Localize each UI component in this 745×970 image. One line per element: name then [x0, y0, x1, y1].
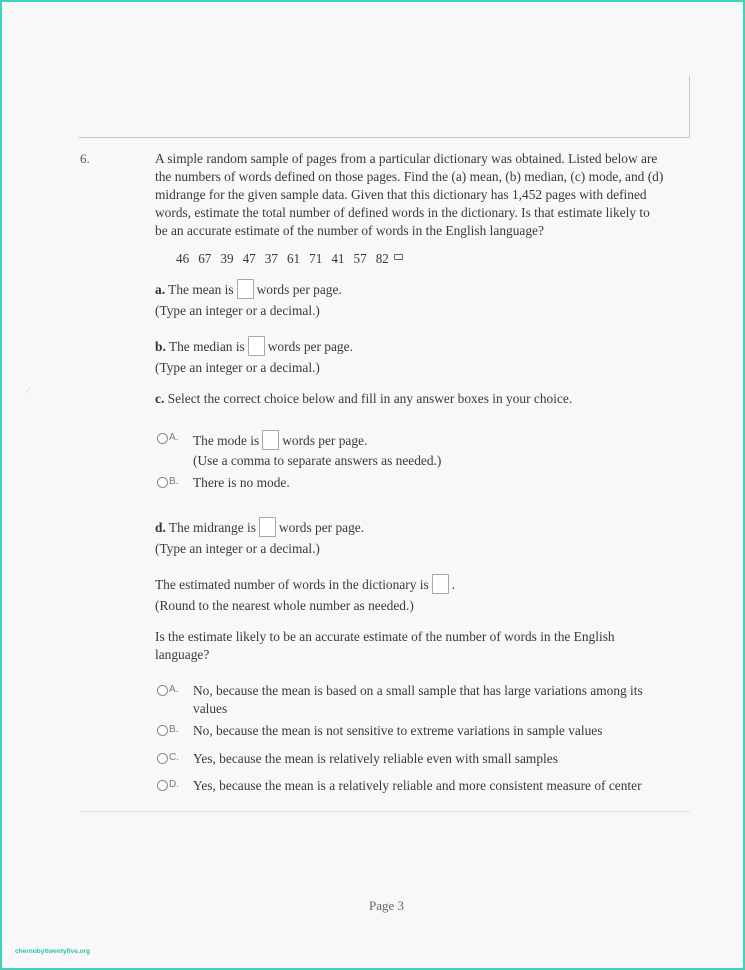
data-value: 71: [309, 251, 323, 266]
prompt-line: be an accurate estimate of the number of words in the English language?: [155, 223, 544, 238]
watermark: chernobyltwentyfive.org: [15, 948, 91, 955]
choice-a-text-before: The mode is: [193, 433, 260, 448]
part-c-label: c.: [155, 391, 165, 406]
part-d-text-after: words per page.: [278, 520, 365, 535]
accuracy-choice-c[interactable]: [157, 750, 558, 768]
top-box-border-bottom: [79, 137, 690, 138]
choice-text-line: No, because the mean is based on a small sample that has large variations among its: [193, 683, 643, 698]
data-value: 47: [242, 251, 256, 266]
radio-button[interactable]: [157, 753, 168, 764]
choice-text-line: Yes, because the mean is a relatively reliable and more consistent measure of center: [193, 778, 642, 793]
part-b-text-after: words per page.: [267, 339, 353, 354]
choice-letter: B.: [169, 724, 179, 735]
choice-letter: B.: [169, 476, 179, 487]
choice-letter: A.: [169, 432, 179, 443]
part-a-text-after: words per page.: [256, 282, 342, 297]
part-a-label: a.: [155, 282, 166, 297]
radio-button[interactable]: [157, 477, 168, 488]
scan-mark: ✓: [24, 386, 33, 397]
data-value: 57: [353, 251, 367, 266]
data-value: 39: [220, 251, 234, 266]
data-value: 46: [176, 251, 190, 266]
sample-data-row: [176, 251, 403, 267]
accuracy-question-line: language?: [155, 647, 210, 662]
part-d-hint: (Type an integer or a decimal.): [155, 541, 320, 556]
prompt-line: words, estimate the total number of defined words in the dictionary. Is that estimate likely to: [155, 205, 650, 220]
part-a-text-before: The mean is: [168, 282, 234, 297]
part-c-instruction-text: Select the correct choice below and fill in any answer boxes in your choice.: [167, 391, 573, 406]
radio-button[interactable]: [157, 685, 168, 696]
part-b-text-before: The median is: [168, 339, 245, 354]
prompt-line: the numbers of words defined on those pages. Find the (a) mean, (b) median, (c) mode, and (d): [155, 169, 664, 184]
estimate-answer-box[interactable]: [432, 574, 449, 594]
mean-answer-box[interactable]: [237, 279, 254, 299]
bottom-divider: [80, 811, 690, 812]
choice-a-hint: (Use a comma to separate answers as needed.): [193, 453, 442, 468]
midrange-answer-box[interactable]: [259, 517, 276, 537]
accuracy-choice-b[interactable]: [157, 722, 602, 740]
data-value: 37: [264, 251, 278, 266]
part-c-instruction: [155, 390, 572, 408]
choice-text-line: No, because the mean is not sensitive to extreme variations in sample values: [193, 723, 603, 738]
accuracy-choice-d[interactable]: [157, 777, 642, 795]
prompt-line: midrange for the given sample data. Given that this dictionary has 1,452 pages with defined: [155, 187, 647, 202]
part-a: [155, 279, 342, 320]
part-d: [155, 517, 364, 558]
question-prompt: [155, 150, 695, 240]
choice-text-line: Yes, because the mean is relatively reliable even with small samples: [193, 751, 558, 766]
choice-text-line: values: [193, 701, 228, 716]
choice-letter: D.: [169, 779, 179, 790]
radio-button[interactable]: [157, 780, 168, 791]
median-answer-box[interactable]: [248, 336, 265, 356]
prompt-line: A simple random sample of pages from a particular dictionary was obtained. Listed below are: [155, 151, 658, 166]
accuracy-question: [155, 628, 615, 664]
accuracy-choice-a[interactable]: [157, 682, 643, 718]
mode-answer-box[interactable]: [262, 430, 279, 450]
copy-data-icon[interactable]: [394, 254, 403, 260]
part-d-label: d.: [155, 520, 166, 535]
data-value: 67: [198, 251, 212, 266]
data-value: 61: [286, 251, 301, 266]
choice-a-text-after: words per page.: [282, 433, 368, 448]
data-value: 82: [375, 251, 389, 266]
choice-letter: C.: [169, 752, 179, 763]
radio-button[interactable]: [157, 725, 168, 736]
estimate-section: [155, 574, 455, 615]
top-box-border-right: [689, 76, 690, 137]
mode-choice-a[interactable]: [157, 430, 441, 470]
part-b: [155, 336, 353, 377]
part-b-hint: (Type an integer or a decimal.): [155, 360, 320, 375]
radio-button[interactable]: [157, 433, 168, 444]
question-number: 6.: [80, 151, 90, 166]
page-number: Page 3: [369, 898, 405, 913]
estimate-text-before: The estimated number of words in the dictionary is: [155, 577, 429, 592]
estimate-text-after: .: [451, 577, 456, 592]
part-b-label: b.: [155, 339, 166, 354]
choice-b-text: There is no mode.: [193, 475, 290, 490]
part-d-text-before: The midrange is: [168, 520, 256, 535]
choice-letter: A.: [169, 684, 179, 695]
estimate-hint: (Round to the nearest whole number as needed.): [155, 598, 414, 613]
part-a-hint: (Type an integer or a decimal.): [155, 303, 320, 318]
accuracy-question-line: Is the estimate likely to be an accurate estimate of the number of words in the English: [155, 629, 615, 644]
data-value: 41: [331, 251, 345, 266]
mode-choice-b[interactable]: [157, 474, 290, 492]
